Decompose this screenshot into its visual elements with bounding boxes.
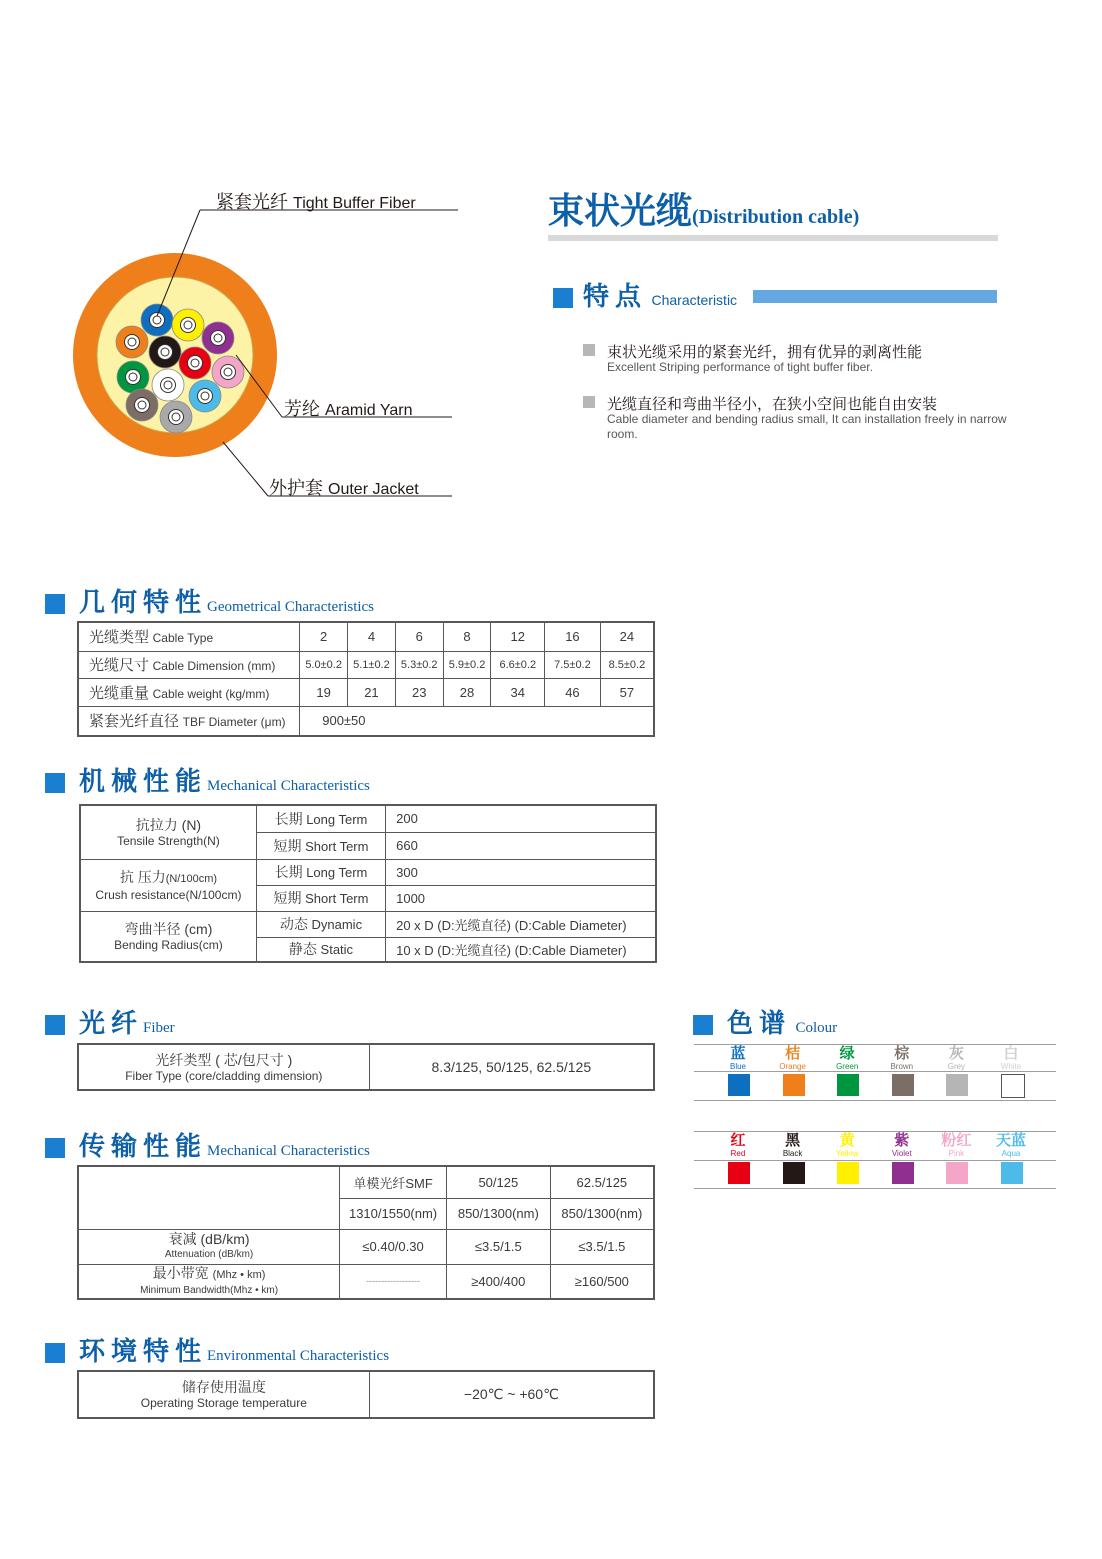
- heading-en: Characteristic: [651, 292, 738, 308]
- tight-buffer-fiber: [172, 309, 204, 341]
- colour-name-en: Blue: [729, 1062, 746, 1071]
- colour-swatch-violet: [874, 1133, 930, 1158]
- label-aramid-yarn: [284, 395, 412, 421]
- environment-table: [77, 1370, 655, 1419]
- page-title: [548, 183, 859, 234]
- colour-name-en: White: [1000, 1062, 1022, 1071]
- section-heading-geometric: [45, 582, 374, 619]
- tight-buffer-fiber: [117, 361, 149, 393]
- colour-name-zh: 灰: [948, 1045, 964, 1062]
- section-heading-mechanical: [45, 761, 370, 798]
- section-heading-environment: [45, 1331, 389, 1368]
- tight-buffer-fiber: [141, 304, 173, 336]
- tight-buffer-fiber: [149, 336, 181, 368]
- label-tbf-en: Tight Buffer Fiber: [293, 195, 416, 212]
- square-bullet-icon: [45, 1138, 65, 1158]
- table-row: 弯曲半径 (cm) Bending Radius(cm) 动态 Dynamic 20 x D (D:光缆直径) (D:Cable Diameter): [80, 911, 656, 937]
- colour-name-en: Brown: [890, 1062, 914, 1071]
- heading-zh: 特点: [583, 282, 648, 311]
- tight-buffer-fiber: [212, 356, 244, 388]
- square-bullet-icon: [553, 288, 573, 308]
- colour-swatch-box: [837, 1074, 859, 1096]
- tight-buffer-fiber: [160, 401, 192, 433]
- colour-swatch-box: [1001, 1162, 1023, 1184]
- colour-swatch-grey: [928, 1046, 984, 1071]
- colour-swatch-blue: [710, 1046, 766, 1071]
- square-bullet-icon: [693, 1015, 713, 1035]
- colour-name-zh: 紫: [894, 1132, 910, 1149]
- colour-swatch-box: [783, 1162, 805, 1184]
- colour-swatch-green: [819, 1046, 875, 1071]
- colour-swatch-box: [892, 1074, 914, 1096]
- colour-name-en: Grey: [947, 1062, 966, 1071]
- square-bullet-icon: [45, 773, 65, 793]
- heading-zh: 几何特性: [79, 588, 208, 617]
- feature-zh: 束状光缆采用的紧套光纤，拥有优异的剥离性能: [607, 344, 923, 361]
- colour-name-zh: 粉红: [941, 1132, 972, 1149]
- colour-name-en: Red: [730, 1149, 746, 1158]
- table-row: 静态 Static 10 x D (D:光缆直径) (D:Cable Diameter): [80, 937, 656, 962]
- feature-item: [583, 341, 1013, 381]
- heading-zh: 色谱: [727, 1009, 792, 1038]
- transmission-table: [77, 1165, 655, 1300]
- heading-en: Mechanical Characteristics: [207, 1143, 370, 1159]
- table-row: 1310/1550(nm) 850/1300(nm) 850/1300(nm): [78, 1198, 654, 1229]
- label-jacket-zh: 外护套: [269, 478, 323, 498]
- colour-name-en: Black: [782, 1149, 803, 1158]
- colour-swatch-box: [837, 1162, 859, 1184]
- heading-en: Fiber: [143, 1020, 175, 1036]
- heading-zh: 传输性能: [79, 1132, 208, 1161]
- title-divider: [548, 235, 998, 241]
- section-heading-colour: [693, 1003, 837, 1040]
- colour-swatch-box: [946, 1162, 968, 1184]
- colour-name-en: Aqua: [1001, 1149, 1021, 1158]
- colour-swatch-box: [946, 1074, 968, 1096]
- colour-name-en: Green: [836, 1062, 859, 1071]
- tight-buffer-fiber: [126, 389, 158, 421]
- colour-swatch-yellow: [819, 1133, 875, 1158]
- geometric-table: [77, 621, 655, 737]
- colour-name-zh: 蓝: [730, 1045, 746, 1062]
- colour-name-zh: 天蓝: [995, 1132, 1026, 1149]
- heading-accent-bar: [753, 290, 997, 303]
- square-bullet-icon: [45, 1343, 65, 1363]
- heading-zh: 机械性能: [79, 767, 208, 796]
- grey-square-icon: [583, 396, 595, 408]
- feature-item: [583, 393, 1013, 443]
- colour-name-zh: 白: [1003, 1045, 1019, 1062]
- page-title-en: (Distribution cable): [692, 206, 860, 228]
- colour-swatch-black: [765, 1133, 821, 1158]
- feature-zh: 光缆直径和弯曲半径小，在狭小空间也能自由安装: [607, 396, 938, 413]
- section-heading-transmission: [45, 1126, 370, 1163]
- square-bullet-icon: [45, 1015, 65, 1035]
- table-row: 储存使用温度 Operating Storage temperature −20℃ ~ +60℃: [78, 1371, 654, 1418]
- colour-swatch-brown: [874, 1046, 930, 1071]
- table-row: 单模光纤SMF 50/125 62.5/125: [78, 1166, 654, 1198]
- heading-en: Mechanical Characteristics: [207, 778, 370, 794]
- tight-buffer-fiber: [202, 322, 234, 354]
- colour-swatch-box: [728, 1074, 750, 1096]
- heading-en: Geometrical Characteristics: [207, 599, 375, 615]
- colour-row-2: [694, 1131, 1056, 1189]
- label-jacket-en: Outer Jacket: [328, 481, 419, 498]
- colour-swatch-box: [892, 1162, 914, 1184]
- heading-zh: 环境特性: [79, 1337, 208, 1366]
- feature-en: Excellent Striping performance of tight buffer fiber.: [607, 360, 873, 374]
- table-row: 光纤类型 ( 芯/包尺寸 ) Fiber Type (core/cladding dimension) 8.3/125, 50/125, 62.5/125: [78, 1044, 654, 1090]
- colour-swatch-orange: [765, 1046, 821, 1071]
- tight-buffer-fiber: [189, 380, 221, 412]
- colour-swatch-pink: [928, 1133, 984, 1158]
- colour-swatch-white: [983, 1046, 1039, 1071]
- feature-en: Cable diameter and bending radius small, It can installation freely in narrow room.: [607, 412, 1007, 441]
- tight-buffer-fiber: [152, 369, 184, 401]
- colour-name-zh: 绿: [839, 1045, 855, 1062]
- colour-name-zh: 黄: [839, 1132, 855, 1149]
- heading-zh: 光纤: [79, 1009, 144, 1038]
- table-row: 最小带宽 (Mhz • km) Minimum Bandwidth(Mhz • km) ------------------ ≥400/400 ≥160/500: [78, 1264, 654, 1299]
- table-row: 抗 压力(N/100cm) Crush resistance(N/100cm) 长期 Long Term 300: [80, 859, 656, 885]
- table-row: 短期 Short Term 1000: [80, 885, 656, 911]
- table-row: 光缆类型 Cable Type 2 4 6 8 12 16 24: [78, 622, 654, 651]
- colour-swatch-box: [783, 1074, 805, 1096]
- heading-en: Colour: [795, 1020, 838, 1036]
- colour-swatch-aqua: [983, 1133, 1039, 1158]
- colour-name-en: Orange: [779, 1062, 806, 1071]
- label-outer-jacket: [269, 474, 419, 500]
- grey-square-icon: [583, 344, 595, 356]
- table-row: 光缆尺寸 Cable Dimension (mm) 5.0±0.2 5.1±0.2 5.3±0.2 5.9±0.2 6.6±0.2 7.5±0.2 8.5±0.2: [78, 651, 654, 678]
- colour-swatch-box: [728, 1162, 750, 1184]
- mechanical-table: [79, 804, 657, 963]
- heading-en: Environmental Characteristics: [207, 1348, 390, 1364]
- section-heading-characteristic: [553, 276, 737, 313]
- colour-swatch-box: [1001, 1074, 1025, 1098]
- cable-cross-section-diagram: [60, 180, 480, 510]
- table-row: 衰减 (dB/km) Attenuation (dB/km) ≤0.40/0.30 ≤3.5/1.5 ≤3.5/1.5: [78, 1229, 654, 1264]
- tight-buffer-fiber: [116, 326, 148, 358]
- page-title-zh: 束状光缆: [548, 191, 693, 231]
- label-tbf-zh: 紧套光纤: [216, 192, 288, 212]
- table-row: 光缆重量 Cable weight (kg/mm) 19 21 23 28 34 46 57: [78, 678, 654, 706]
- label-yarn-en: Aramid Yarn: [325, 402, 413, 419]
- fiber-table: [77, 1043, 655, 1091]
- colour-swatch-red: [710, 1133, 766, 1158]
- colour-name-en: Violet: [891, 1149, 912, 1158]
- colour-name-zh: 黑: [785, 1132, 801, 1149]
- table-row: 紧套光纤直径 TBF Diameter (μm) 900±50: [78, 706, 654, 736]
- label-tight-buffer-fiber: [216, 188, 416, 214]
- tight-buffer-fiber: [179, 347, 211, 379]
- square-bullet-icon: [45, 594, 65, 614]
- colour-name-en: Pink: [948, 1149, 965, 1158]
- colour-name-zh: 桔: [785, 1045, 801, 1062]
- table-row: 短期 Short Term 660: [80, 832, 656, 859]
- label-yarn-zh: 芳纶: [284, 399, 320, 419]
- colour-row-1: [694, 1044, 1056, 1102]
- table-row: 抗拉力 (N) Tensile Strength(N) 长期 Long Term 200: [80, 805, 656, 832]
- colour-name-zh: 棕: [894, 1045, 910, 1062]
- colour-name-zh: 红: [730, 1132, 746, 1149]
- colour-name-en: Yellow: [835, 1149, 859, 1158]
- section-heading-fiber: [45, 1003, 175, 1040]
